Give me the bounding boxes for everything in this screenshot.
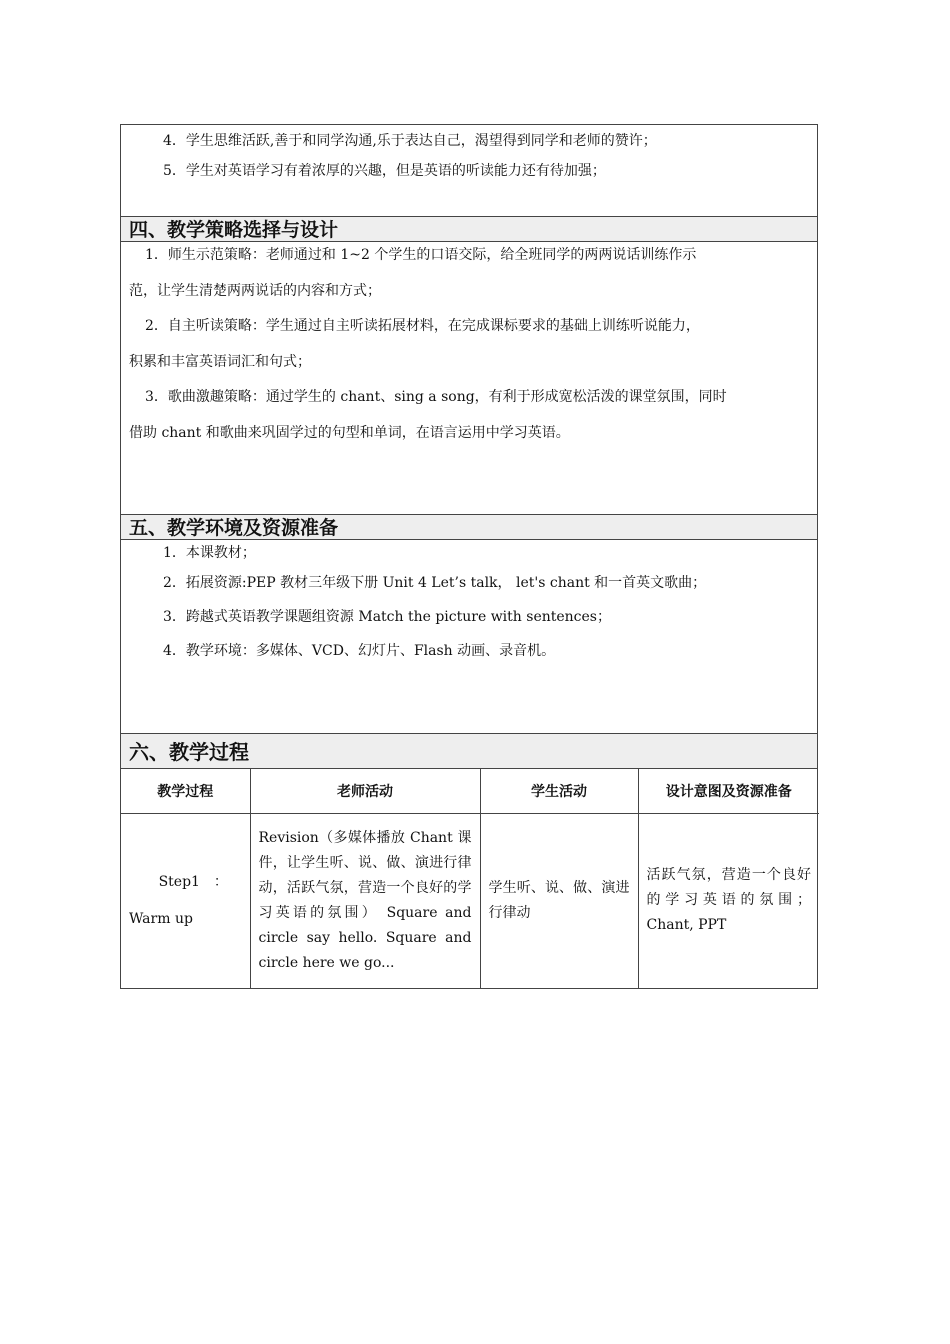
strategy-item-1-line2: 范，让学生清楚两两说话的内容和方式； (129, 283, 381, 299)
header-student: 学生活动 (480, 769, 638, 814)
step-name: Warm up (129, 910, 193, 927)
strategy-item-2-line2: 积累和丰富英语词汇和句式； (129, 354, 311, 370)
cell-step (121, 814, 250, 988)
process-table (121, 769, 819, 988)
header-intent: 设计意图及资源准备 (638, 769, 819, 814)
section-title-process: 六、教学过程 (121, 733, 817, 769)
analysis-item-5: 5．学生对英语学习有着浓厚的兴趣，但是英语的听读能力还有待加强； (163, 163, 606, 179)
analysis-item-4: 4．学生思维活跃,善于和同学沟通,乐于表达自己，渴望得到同学和老师的赞许； (163, 133, 657, 149)
resources-content (121, 540, 817, 733)
strategy-item-1-line1: 1．师生示范策略：老师通过和 1~2 个学生的口语交际，给全班同学的两两说话训练作示 (145, 247, 697, 263)
resource-item-2: 2．拓展资源:PEP 教材三年级下册 Unit 4 Let’s talk， let's chant 和一首英文歌曲； (163, 575, 707, 591)
header-process: 教学过程 (121, 769, 250, 814)
student-analysis-tail (121, 125, 817, 216)
strategy-item-3-line1: 3．歌曲激趣策略：通过学生的 chant、sing a song，有利于形成宽松活泼的课堂氛围，同时 (145, 389, 727, 405)
step-label: Step1 ： (158, 873, 228, 890)
section-title-resources: 五、教学环境及资源准备 (121, 514, 817, 540)
section-title-strategy: 四、教学策略选择与设计 (121, 216, 817, 242)
cell-teacher-activity: Revision（多媒体播放 Chant 课件，让学生听、说、做、演进行律动，活跃气氛，营造一个良好的学习英语的氛围） Square and circle say hello. Square and circle here we go... (250, 814, 480, 988)
resource-item-4: 4．教学环境：多媒体、VCD、幻灯片、Flash 动画、录音机。 (163, 643, 556, 659)
strategy-item-3-line2: 借助 chant 和歌曲来巩固学过的句型和单词，在语言运用中学习英语。 (129, 425, 570, 441)
strategy-content (121, 242, 817, 514)
header-teacher: 老师活动 (250, 769, 480, 814)
table-row (121, 814, 819, 988)
cell-student-activity: 学生听、说、做、演进行律动 (480, 814, 638, 988)
resource-item-3: 3．跨越式英语教学课题组资源 Match the picture with sentences； (163, 609, 611, 625)
strategy-item-2-line1: 2．自主听读策略：学生通过自主听读拓展材料，在完成课标要求的基础上训练听说能力， (145, 318, 700, 334)
resource-item-1: 1．本课教材； (163, 545, 256, 561)
lesson-plan-document (120, 124, 818, 989)
table-header-row (121, 769, 819, 814)
cell-design-intent: 活跃气氛，营造一个良好的学习英语的氛围； Chant, PPT (638, 814, 819, 988)
